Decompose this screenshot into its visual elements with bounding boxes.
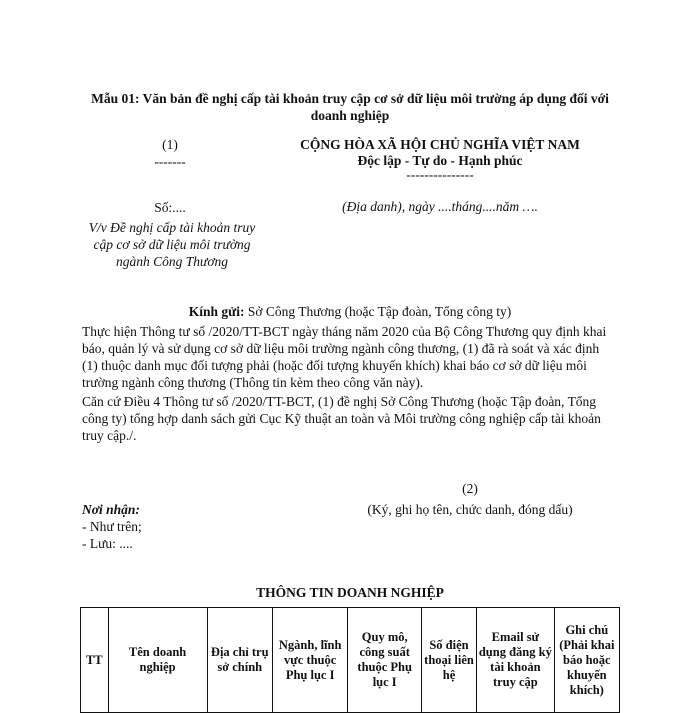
recipient-label: Kính gửi: [188, 304, 245, 319]
national-motto: Độc lập - Tự do - Hạnh phúc [357, 153, 523, 168]
issuing-org: (1) [162, 137, 178, 152]
header-cell: TT [81, 608, 109, 713]
motto-divider: --------------- [406, 167, 474, 182]
header-cell: Email sử dụng đăng ký tài khoản truy cập [477, 608, 555, 713]
info-title: THÔNG TIN DOANH NGHIỆP [256, 585, 444, 600]
receiver-item: - Như trên; [82, 519, 142, 534]
form-title: Mẫu 01: Văn bản đề nghị cấp tài khoản truy cập cơ sở dữ liệu môi trường áp dụng đối với doanh nghiệp [91, 91, 609, 123]
body-paragraph-2: Căn cứ Điều 4 Thông tư số /2020/TT-BCT, (1) đề nghị Sở Công Thương (hoặc Tập đoàn, Tổng công ty) tổng hợp danh sách gửi Cục Kỹ thuật an toàn và Môi trường công nghiệp cấp tài khoản truy cập./. [82, 394, 601, 443]
header-cell: Ngành, lĩnh vực thuộc Phụ lục I [272, 608, 348, 713]
country-name: CỘNG HÒA XÃ HỘI CHỦ NGHĨA VIỆT NAM [300, 137, 580, 152]
header-cell: Tên doanh nghiệp [108, 608, 207, 713]
recipient-value: Sở Công Thương (hoặc Tập đoàn, Tổng công ty) [247, 304, 512, 319]
org-divider: ------- [154, 154, 186, 169]
header-cell: Ghi chú (Phải khai báo hoặc khuyến khích) [554, 608, 619, 713]
place-date: (Địa danh), ngày ....tháng....năm …. [342, 199, 538, 214]
recipient-line [80, 303, 620, 320]
document-number: Số:.... [154, 200, 186, 215]
body-paragraph-1: Thực hiện Thông tư số /2020/TT-BCT ngày tháng năm 2020 của Bộ Công Thương quy định khai báo, quản lý và sử dụng cơ sở dữ liệu môi trường ngành công thương, (1) đã rà soát và xác định (1) thuộc danh mục đối tượng phải (hoặc đối tượng khuyến khích) khai báo cơ sở dữ liệu môi trường ngành công thương (Thông tin kèm theo công văn này). [82, 324, 607, 390]
signature-mark: (2) [462, 481, 478, 496]
signature-note: (Ký, ghi họ tên, chức danh, đóng dấu) [367, 502, 573, 517]
enterprise-info-table [80, 607, 620, 713]
document-subject: V/v Đề nghị cấp tài khoản truy cập cơ sở dữ liệu môi trường ngành Công Thương [88, 220, 256, 269]
receiver-item: - Lưu: .... [82, 536, 133, 551]
table-header-row [81, 608, 620, 713]
receivers-label: Nơi nhận: [82, 502, 140, 517]
header-cell: Địa chỉ trụ sở chính [207, 608, 272, 713]
header-cell: Quy mô, công suất thuộc Phụ lục I [348, 608, 422, 713]
header-cell: Số điện thoại liên hệ [421, 608, 476, 713]
